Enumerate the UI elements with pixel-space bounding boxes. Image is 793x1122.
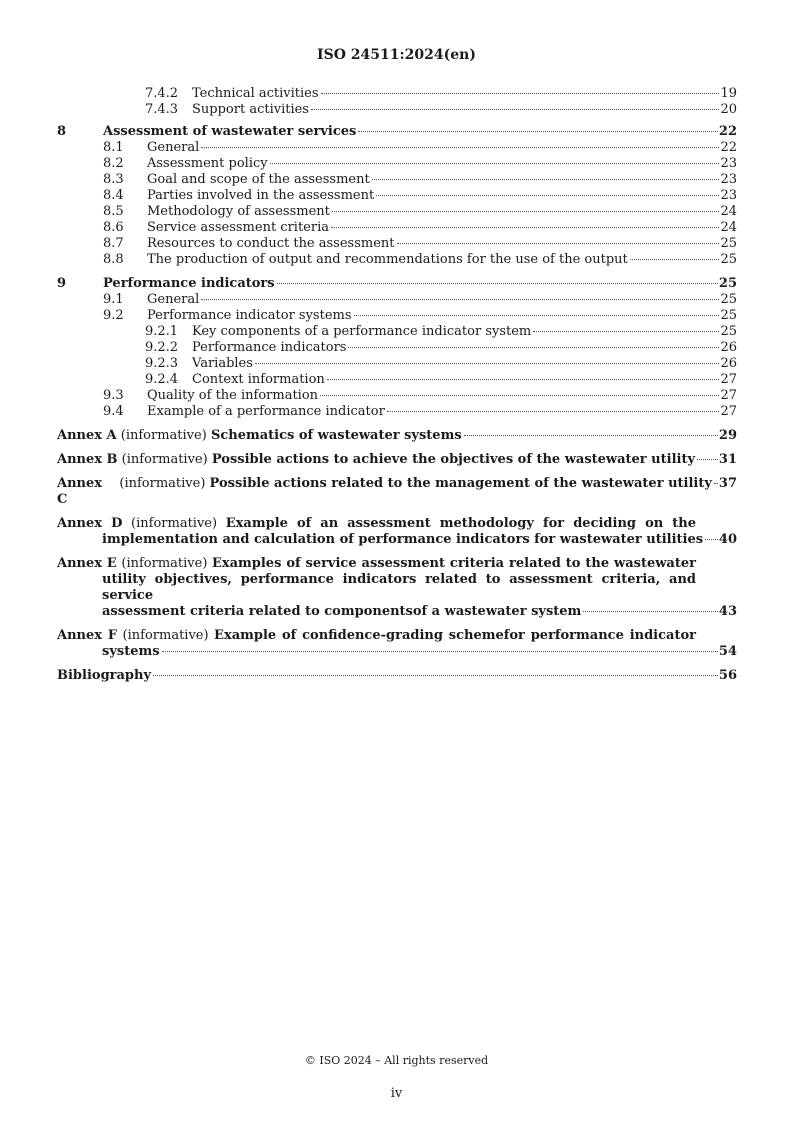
toc-title: Performance indicator systems: [147, 308, 352, 323]
toc-title: General: [147, 140, 200, 155]
toc-entry-9-4[interactable]: [57, 404, 737, 420]
toc-number: 8.6: [103, 220, 124, 235]
toc-number: 9.2.4: [145, 372, 179, 387]
annex-label: Annex F: [57, 628, 118, 643]
annex-type: (informative): [120, 428, 207, 443]
toc-entry-8-8[interactable]: [57, 252, 737, 268]
toc-title-line1: Example of an assessment methodology for deciding on the: [225, 516, 696, 531]
toc-title: Possible actions to achieve the objectives of the wastewater utility: [211, 452, 696, 467]
dot-leader: [376, 195, 719, 196]
table-of-contents: [57, 86, 737, 684]
dot-leader: [201, 147, 719, 148]
toc-number: 9.2.2: [145, 340, 179, 355]
toc-title: Possible actions related to the management of the wastewater utility: [209, 476, 712, 491]
dot-leader: [533, 331, 719, 332]
annex-type: (informative): [131, 516, 218, 531]
toc-title-line2: systems: [102, 644, 160, 659]
toc-entry-bibliography[interactable]: [57, 668, 737, 684]
dot-leader: [464, 435, 718, 436]
toc-title: Technical activities: [192, 86, 319, 101]
toc-title: The production of output and recommendations for the use of the output: [147, 252, 628, 267]
toc-entry-9-1[interactable]: [57, 292, 737, 308]
dot-leader: [153, 675, 718, 676]
toc-entry-annex-e[interactable]: [57, 556, 737, 620]
toc-entry-annex-a[interactable]: [57, 428, 737, 444]
toc-page: 26: [720, 340, 737, 355]
toc-entry-8-6[interactable]: [57, 220, 737, 236]
toc-title: Schematics of wastewater systems: [210, 428, 462, 443]
annex-label: Annex D: [57, 516, 123, 531]
toc-title-line1: Example of confidence-grading schemefor performance indicator: [214, 628, 696, 643]
dot-leader: [320, 395, 719, 396]
toc-number: 8.5: [103, 204, 124, 219]
toc-page: 37: [718, 476, 737, 491]
toc-entry-7-4-3[interactable]: [57, 102, 737, 118]
toc-page: 25: [720, 252, 737, 267]
toc-title: Resources to conduct the assessment: [147, 236, 395, 251]
toc-page: 19: [720, 86, 737, 101]
toc-number: 9.4: [103, 404, 124, 419]
dot-leader: [311, 109, 719, 110]
toc-number: 7.4.2: [145, 86, 179, 101]
toc-title: Goal and scope of the assessment: [147, 172, 370, 187]
dot-leader: [277, 283, 718, 284]
dot-leader: [201, 299, 719, 300]
toc-title: Key components of a performance indicator system: [192, 324, 532, 339]
toc-title: Example of a performance indicator: [147, 404, 385, 419]
toc-entry-9-2[interactable]: [57, 308, 737, 324]
toc-title: Parties involved in the assessment: [147, 188, 375, 203]
toc-page: 24: [720, 204, 737, 219]
annex-label: Annex E: [57, 556, 117, 571]
annex-type: (informative): [121, 452, 208, 467]
toc-title: General: [147, 292, 200, 307]
toc-page: 25: [720, 292, 737, 307]
copyright-footer: © ISO 2024 – All rights reserved: [304, 1054, 489, 1067]
annex-type: (informative): [121, 556, 208, 571]
toc-entry-7-4-2[interactable]: [57, 86, 737, 102]
dot-leader: [255, 363, 720, 364]
toc-title: Assessment policy: [147, 156, 268, 171]
toc-title: Assessment of wastewater services: [103, 124, 357, 139]
dot-leader: [321, 93, 720, 94]
toc-page: 25: [720, 324, 737, 339]
toc-page: 20: [720, 102, 737, 117]
dot-leader: [354, 315, 720, 316]
toc-entry-8-5[interactable]: [57, 204, 737, 220]
toc-entry-9-2-1[interactable]: [57, 324, 737, 340]
dot-leader: [358, 131, 718, 132]
dot-leader: [630, 259, 720, 260]
toc-entry-8-2[interactable]: [57, 156, 737, 172]
toc-number: 9.2.3: [145, 356, 179, 371]
toc-title: Service assessment criteria: [147, 220, 329, 235]
dot-leader: [162, 651, 718, 652]
toc-number: 8: [57, 124, 67, 139]
toc-entry-annex-c[interactable]: [57, 476, 737, 508]
toc-entry-annex-b[interactable]: [57, 452, 737, 468]
page-number: iv: [390, 1086, 403, 1101]
toc-title: Context information: [192, 372, 325, 387]
toc-page: 23: [720, 188, 737, 203]
toc-title-line1: Examples of service assessment criteria related to the wastewater: [211, 556, 696, 571]
toc-title-line2: implementation and calculation of performance indicators for wastewater utilities: [102, 532, 704, 547]
toc-number: 8.2: [103, 156, 124, 171]
toc-number: 8.7: [103, 236, 124, 251]
toc-page: 27: [720, 404, 737, 419]
toc-entry-8-1[interactable]: [57, 140, 737, 156]
annex-type: (informative): [119, 476, 206, 491]
toc-page: 23: [720, 156, 737, 171]
toc-number: 9.2.1: [145, 324, 179, 339]
toc-page: 23: [720, 172, 737, 187]
toc-page: 27: [720, 388, 737, 403]
annex-label: Annex A: [57, 428, 117, 443]
toc-title: Support activities: [192, 102, 309, 117]
toc-page: 25: [720, 308, 737, 323]
toc-entry-9-2-3[interactable]: [57, 356, 737, 372]
toc-title-line3: assessment criteria related to componentsof a wastewater system: [102, 604, 582, 619]
toc-title: Quality of the information: [147, 388, 319, 403]
toc-page: 56: [718, 668, 737, 683]
toc-entry-8-7[interactable]: [57, 236, 737, 252]
toc-entry-9-2-2[interactable]: [57, 340, 737, 356]
toc-entry-clause-8[interactable]: [57, 124, 737, 140]
toc-number: 7.4.3: [145, 102, 179, 117]
toc-page: 24: [720, 220, 737, 235]
dot-leader: [397, 243, 720, 244]
toc-page: 27: [720, 372, 737, 387]
toc-entry-annex-f[interactable]: [57, 628, 737, 660]
toc-number: 8.1: [103, 140, 124, 155]
dot-leader: [270, 163, 720, 164]
toc-title: Performance indicators: [192, 340, 347, 355]
toc-number: 9.3: [103, 388, 124, 403]
toc-entry-9-3[interactable]: [57, 388, 737, 404]
dot-leader: [697, 459, 718, 460]
toc-title: Variables: [192, 356, 253, 371]
toc-number: 9.1: [103, 292, 124, 307]
toc-title: Bibliography: [57, 668, 152, 683]
toc-number: 9: [57, 276, 67, 291]
toc-page: 22: [718, 124, 737, 139]
toc-title: Methodology of assessment: [147, 204, 330, 219]
toc-entry-clause-9[interactable]: [57, 276, 737, 292]
toc-entry-8-4[interactable]: [57, 188, 737, 204]
toc-title: Performance indicators: [103, 276, 275, 291]
dot-leader: [348, 347, 719, 348]
annex-label: Annex C: [57, 476, 103, 507]
annex-type: (informative): [122, 628, 209, 643]
toc-page: 26: [720, 356, 737, 371]
toc-page: 31: [718, 452, 737, 467]
toc-page: 29: [718, 428, 737, 443]
dot-leader: [583, 611, 718, 612]
dot-leader: [372, 179, 720, 180]
dot-leader: [387, 411, 720, 412]
dot-leader: [705, 539, 718, 540]
toc-page: 54: [718, 644, 737, 659]
dot-leader: [332, 211, 720, 212]
toc-number: 8.3: [103, 172, 124, 187]
annex-label: Annex B: [57, 452, 118, 467]
toc-number: 8.4: [103, 188, 124, 203]
toc-entry-annex-d[interactable]: [57, 516, 737, 548]
document-header: ISO 24511:2024(en): [317, 47, 476, 63]
toc-page: 40: [718, 532, 737, 547]
toc-page: 22: [720, 140, 737, 155]
dot-leader: [331, 227, 719, 228]
toc-entry-8-3[interactable]: [57, 172, 737, 188]
toc-page: 25: [718, 276, 737, 291]
toc-page: 25: [720, 236, 737, 251]
toc-number: 8.8: [103, 252, 124, 267]
toc-page: 43: [718, 604, 737, 619]
toc-entry-9-2-4[interactable]: [57, 372, 737, 388]
dot-leader: [327, 379, 720, 380]
dot-leader: [714, 483, 718, 484]
toc-number: 9.2: [103, 308, 124, 323]
toc-title-line2: utility objectives, performance indicators related to assessment criteria, and service: [102, 572, 696, 603]
